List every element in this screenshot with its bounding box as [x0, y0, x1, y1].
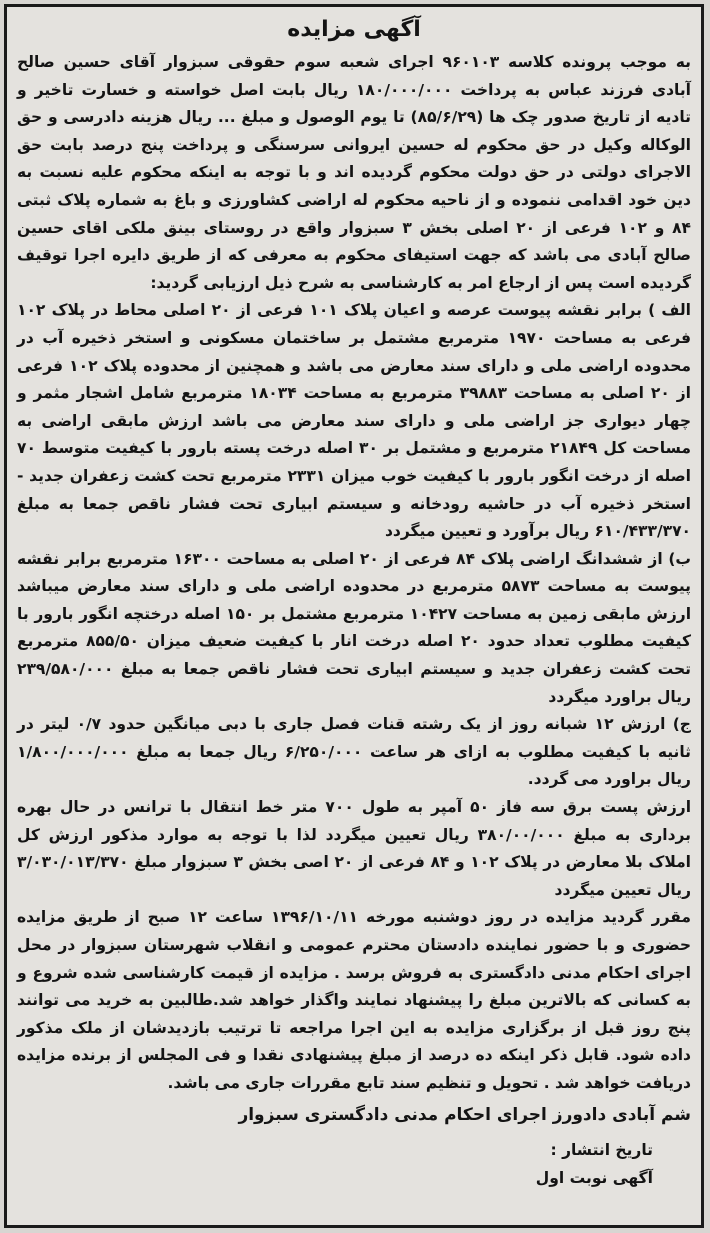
- publish-round: آگهی نوبت اول: [535, 1168, 653, 1187]
- signature: شم آبادی دادورز اجرای احکام مدنی دادگستری سبزوار: [238, 1104, 691, 1125]
- newspaper-clipping: [4, 4, 704, 1228]
- notice-title: آگهی مزایده: [287, 17, 421, 42]
- publication-info: [17, 1136, 691, 1192]
- notice-body: [17, 49, 691, 1098]
- paragraph-intro: به موجب پرونده کلاسه ۹۶۰۱۰۳ اجرای شعبه سوم حقوقی سبزوار آقای حسین صالح آبادی فرزند عباس به پرداخت ۱۸۰/۰۰۰/۰۰۰ ریال بابت اصل خواسته و خسارت تاخیر و تادیه از تاریخ صدور چک ها (۸۵/۶/۲۹) تا یوم الوصول و مبلغ ... ریال هزینه دادرسی و حق الوکاله وکیل در حق محکوم له حسین ایروانی سرسنگی و پرداخت پنج درصد بابت حق الاجرای دولتی در حق دولت محکوم گردیده اند و با توجه به اینکه محکوم علیه نسبت به دین خود اقدامی ننموده و از ناحیه محکوم له اراضی کشاورزی و باغ به شماره پلاک ثبتی ۸۴ و ۱۰۲ فرعی از ۲۰ اصلی بخش ۳ سبزوار واقع در روستای بینق ملکی اقای حسین صالح آبادی می باشد که جهت استیفای محکوم به معرفی که از طریق دایره اجرا توقیف گردیده است پس از ارجاع امر به کارشناسی به شرح ذیل ارزیابی گردید:: [17, 53, 691, 292]
- paragraph-electricity: ارزش پست برق سه فاز ۵۰ آمپر به طول ۷۰۰ متر خط انتقال با ترانس در حال بهره برداری به مبلغ ۳۸۰/۰۰/۰۰۰ ریال تعیین میگردد لذا با توجه به موارد مذکور ارزش کل املاک بلا معارض در پلاک ۱۰۲ و ۸۴ فرعی از ۲۰ اصی بخش ۳ سبزوار مبلغ ۳/۰۳۰/۰۱۳/۳۷۰ ریال تعیین میگردد: [17, 798, 692, 899]
- paragraph-item-c: ج) ارزش ۱۲ شبانه روز از یک رشته قنات فصل جاری با دبی میانگین حدود ۰/۷ لیتر در ثانیه با کیفیت مطلوب به ازای هر ساعت ۶/۲۵۰/۰۰۰ ریال جمعا به مبلغ ۱/۸۰۰/۰۰۰/۰۰۰ ریال براورد می گردد.: [17, 715, 692, 789]
- publish-date-label: تاریخ انتشار :: [550, 1140, 653, 1159]
- notice-content: [17, 15, 691, 1217]
- paragraph-item-b: ب) از ششدانگ اراضی پلاک ۸۴ فرعی از ۲۰ اصلی به مساحت ۱۶۳۰۰ مترمربع برابر نقشه پیوست به مساحت ۵۸۷۳ مترمربع در محدوده اراضی ملی و دارای سند معارض میباشد ارزش مابقی زمین به مساحت ۱۰۴۲۷ مترمربع مشتمل بر ۱۵۰ اصله درختچه انگور بارور با کیفیت مطلوب تعداد حدود ۲۰ اصله درخت انار با کیفیت ضعیف میزان ۸۵۵/۵۰ مترمربع تحت کشت زعفران جدید و سیستم ابیاری تحت فشار ناقص جمعا به مبلغ ۲۳۹/۵۸۰/۰۰۰ ریال براورد میگردد: [17, 549, 692, 706]
- paragraph-item-a: الف ) برابر نقشه پیوست عرصه و اعیان پلاک ۱۰۱ فرعی از ۲۰ اصلی محاط در پلاک ۱۰۲ فرعی به مساحت ۱۹۷۰ مترمربع مشتمل بر ساختمان مسکونی و استخر ذخیره آب در محدوده اراضی ملی و دارای سند معارض می باشد و همچنین از محدوده پلاک ۱۰۲ فرعی از ۲۰ اصلی به مساحت ۳۹۸۸۳ مترمربع به مساحت ۱۸۰۳۴ مترمربع شامل اشجار مثمر و چهار دیواری جز اراضی ملی و دارای سند معارض می باشد ارزش مابقی اراضی به مساحت کل ۲۱۸۴۹ مترمربع و مشتمل بر ۳۰ اصله درخت پسته بارور با کیفیت متوسط ۷۰ اصله از درخت انگور بارور با کیفیت خوب میزان ۲۳۳۱ مترمربع تحت کشت زعفران جدید - استخر ذخیره آب در حاشیه رودخانه و سیستم ابیاری تحت فشار ناقص جمعا به مبلغ ۶۱۰/۴۳۳/۳۷۰ ریال برآورد و تعیین میگردد: [17, 301, 691, 541]
- paragraph-auction-terms: مقرر گردید مزایده در روز دوشنبه مورخه ۱۳۹۶/۱۰/۱۱ ساعت ۱۲ صبح از طریق مزایده حضوری و با حضور نماینده دادستان محترم عمومی و انقلاب شهرستان سبزوار در محل اجرای احکام مدنی دادگستری به فروش برسد . مزایده از قیمت کارشناسی شده شروع و به کسانی که بالاترین مبلغ را پیشنهاد نمایند واگذار خواهد شد.طالبین به خرید می توانند پنج روز قبل از برگزاری مزایده به این اجرا مراجعه تا ترتیب بازدیدشان از ملک مذکور داده شود. قابل ذکر اینکه ده درصد از مبلغ پیشنهادی نقدا و فی المجلس از برنده مزایده دریافت خواهد شد . تحویل و تنظیم سند تابع مقررات جاری می باشد.: [17, 908, 691, 1092]
